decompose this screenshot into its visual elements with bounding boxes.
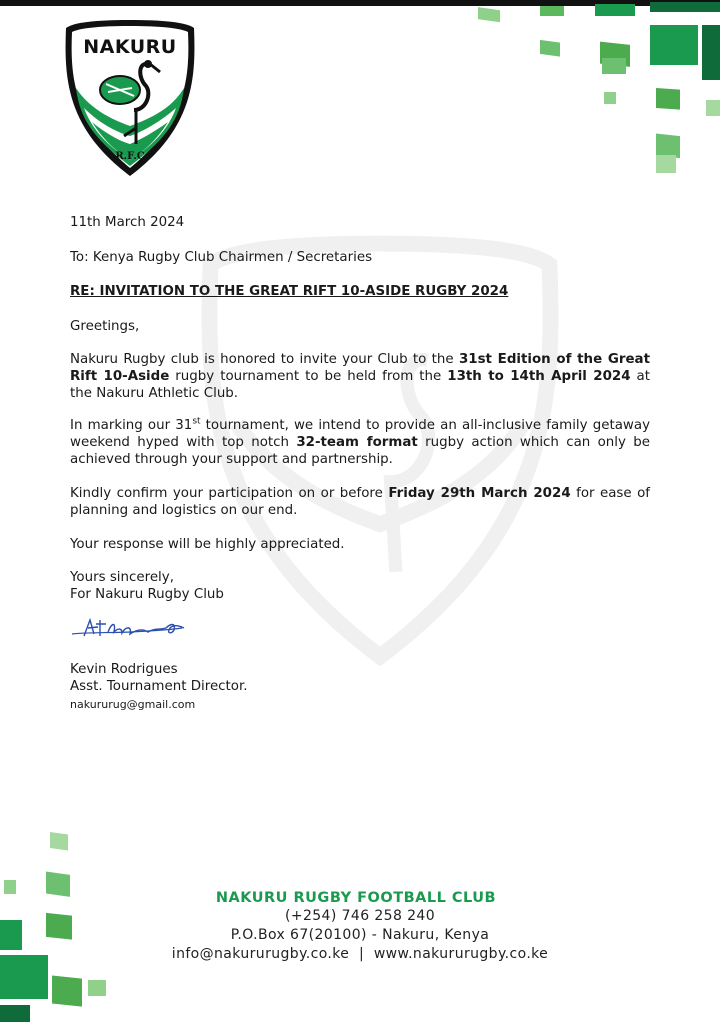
letter-greeting: Greetings, [70,319,140,334]
footer-address: P.O.Box 67(20100) - Nakuru, Kenya [230,927,490,943]
logo-name: NAKURU [83,36,177,58]
footer-phone: (+254) 746 258 240 [284,908,436,924]
letter-recipient: To: Kenya Rugby Club Chairmen / Secretaries [70,250,373,265]
closing-org: For Nakuru Rugby Club [70,587,224,602]
club-logo [62,18,198,178]
paragraph-tournament: In marking our 31st tournament, we intend to provide an all-inclusive family getaway weekend hyped with top notch 32-team format rugby action which can only be achieved through your support and partnership. [70,416,650,467]
letter-subject: RE: INVITATION TO THE GREAT RIFT 10-ASIDE RUGBY 2024 [70,284,509,299]
footer-club-name: NAKURU RUGBY FOOTBALL CLUB [215,890,497,906]
paragraph-confirmation: Kindly confirm your participation on or before Friday 29th March 2024 for ease of planning and logistics on our end. [70,486,650,518]
closing: Yours sincerely, [70,570,174,585]
signer-email: nakururug@gmail.com [70,698,196,711]
signer-title: Asst. Tournament Director. [70,679,248,694]
letterhead-footer [0,890,720,964]
handwritten-signature [70,614,190,644]
signer-name: Kevin Rodrigues [70,662,178,677]
footer-contact: info@nakururugby.co.ke | www.nakururugby.co.ke [171,946,549,962]
paragraph-appreciation: Your response will be highly appreciated. [70,537,345,552]
paragraph-invitation: Nakuru Rugby club is honored to invite your Club to the 31st Edition of the Great Rift 10-Aside rugby tournament to be held from the 13th to 14th April 2024 at the Nakuru Athletic Club. [70,352,651,401]
logo-initials: R.F.C [115,151,145,162]
letter-date: 11th March 2024 [70,215,185,230]
decorative-pattern-top-right [470,0,720,180]
